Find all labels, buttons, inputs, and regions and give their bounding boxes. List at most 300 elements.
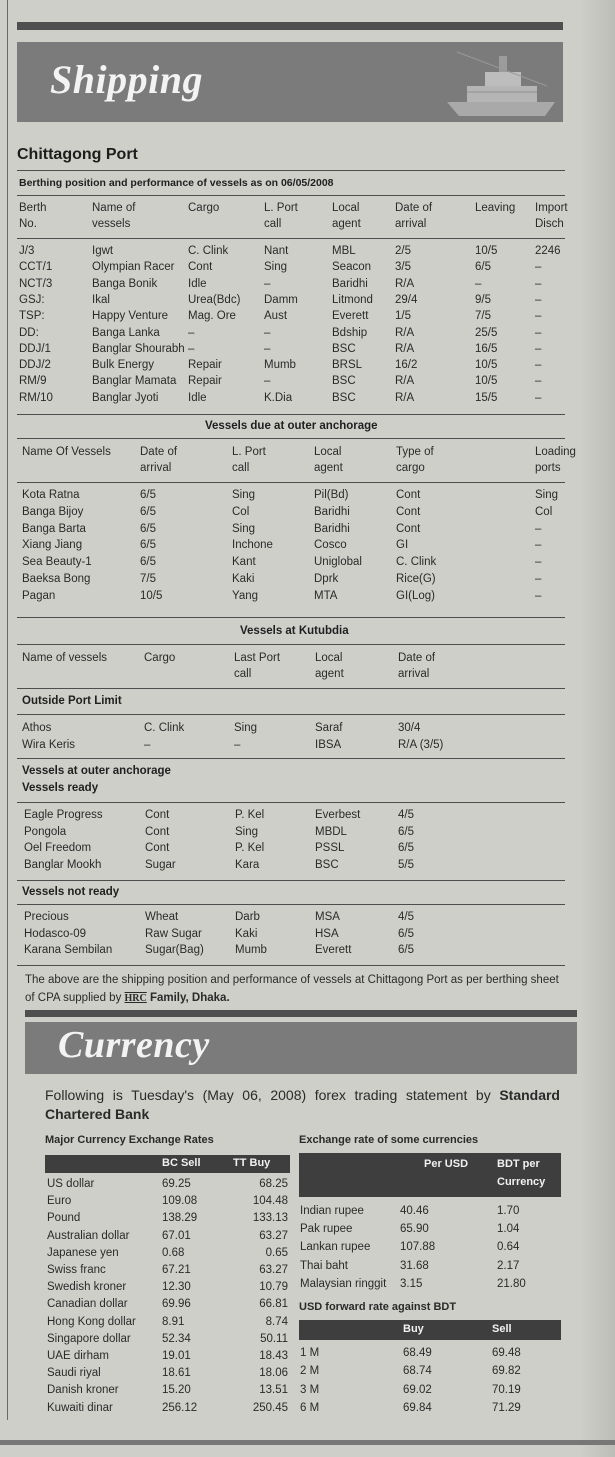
berth-row-cell: DDJ/1 (19, 342, 51, 355)
berth-row-cell: Damm (264, 293, 298, 306)
not-ready-row-cell: Darb (235, 911, 260, 923)
divider (17, 758, 565, 759)
vessels-ready-heading: Vessels ready (22, 782, 99, 794)
major-rate-bcsell: 8.91 (162, 1315, 185, 1328)
berth-row-cell: – (535, 391, 542, 404)
major-rate-ttbuy: 133.13 (252, 1212, 288, 1225)
not-ready-row-cell: Karana Sembilan (24, 944, 113, 956)
major-rate-bcsell: 15.20 (162, 1384, 191, 1397)
forward-rate-sell: 70.19 (492, 1383, 521, 1396)
outside-row-cell: IBSA (315, 738, 342, 751)
divider (17, 414, 565, 415)
column-header: Disch (535, 218, 564, 230)
berth-row-cell: C. Clink (188, 245, 229, 257)
outer-row-cell: Sing (232, 522, 256, 535)
forward-rates-heading: USD forward rate against BDT (299, 1301, 457, 1313)
column-header: arrival (398, 668, 430, 680)
footer-text: The above are the shipping position and performance of vessels at Chittagong Port as per berthing sheet of CPA supplied by (25, 974, 559, 1004)
berth-row-cell: Olympian Racer (92, 261, 175, 274)
berth-row-cell: 16/5 (475, 342, 498, 355)
berth-row-cell: Idle (188, 277, 207, 290)
some-rate-bdtper: 2.17 (497, 1259, 520, 1272)
outer-row-cell: Rice(G) (396, 573, 436, 585)
forward-rate-buy: 69.02 (403, 1383, 432, 1396)
berth-row-cell: Urea(Bdc) (188, 293, 241, 306)
berth-row-cell: – (264, 277, 271, 290)
berth-row-cell: DD: (19, 326, 39, 339)
outside-row-cell: – (234, 738, 241, 751)
currency-banner (25, 1022, 577, 1074)
outer-row-cell: 7/5 (140, 573, 156, 585)
divider (17, 617, 565, 618)
major-rate-ttbuy: 104.48 (252, 1195, 288, 1208)
berth-row-cell: Repair (188, 359, 222, 372)
page-bottom-band (0, 1440, 615, 1445)
berth-row-cell: – (188, 342, 195, 355)
berth-row-cell: Igwt (92, 245, 114, 257)
major-rate-currency: Swiss franc (47, 1264, 106, 1276)
column-header: ports (535, 462, 561, 474)
berth-row-cell: R/A (395, 277, 415, 290)
berth-row-cell: Cont (188, 261, 213, 274)
outer-row-cell: Kant (232, 556, 256, 569)
berth-row-cell: Banglar Shourabh (92, 342, 185, 355)
column-header: Local (332, 202, 360, 214)
major-rate-ttbuy: 63.27 (259, 1229, 288, 1242)
major-rate-currency: Japanese yen (47, 1246, 119, 1259)
outer-row-cell: Cont (396, 522, 421, 535)
ready-row-cell: Pongola (24, 825, 67, 838)
major-rate-ttbuy: 63.27 (259, 1264, 288, 1276)
some-rate-perusd: 3.15 (400, 1277, 423, 1290)
outer-row-cell: 6/5 (140, 489, 156, 501)
column-header: Date of (140, 446, 178, 458)
ready-row-cell: P. Kel (235, 809, 265, 821)
major-rate-ttbuy: 68.25 (259, 1178, 288, 1190)
intro-text: Following is Tuesday's (May 06, 2008) forex trading statement by (45, 1087, 491, 1103)
berth-row-cell: – (264, 326, 271, 339)
shipping-footer-note (25, 971, 565, 1008)
outer-row-cell: Pil(Bd) (314, 489, 349, 501)
outer-row-cell: Banga Bijoy (22, 505, 84, 518)
major-rate-ttbuy: 250.45 (252, 1401, 288, 1414)
currency-intro (45, 1086, 560, 1124)
major-rates-header-bar (45, 1155, 290, 1173)
some-rate-bdtper: 0.64 (497, 1241, 520, 1254)
outer-row-cell: Cosco (314, 539, 347, 552)
berth-row-cell: 16/2 (395, 359, 418, 372)
berth-row-cell: 29/4 (395, 293, 418, 306)
major-rate-bcsell: 256.12 (162, 1401, 198, 1414)
left-column-rule (7, 0, 8, 1420)
not-ready-row-cell: Everett (315, 944, 352, 956)
berth-row-cell: 9/5 (475, 293, 491, 306)
berth-row-cell: – (535, 342, 542, 355)
berth-row-cell: Baridhi (332, 277, 368, 290)
berth-row-cell: – (535, 293, 542, 306)
ready-row-cell: Sing (235, 825, 259, 838)
outer-row-cell: Cont (396, 489, 421, 501)
divider (17, 170, 565, 171)
column-header: Leaving (475, 202, 516, 214)
berth-row-cell: – (535, 277, 542, 290)
outside-row-cell: Saraf (315, 722, 343, 734)
column-header: call (264, 218, 282, 230)
currency-banner-title: Currency (58, 1024, 210, 1066)
major-rate-bcsell: 19.01 (162, 1350, 191, 1362)
major-rate-ttbuy: 18.06 (259, 1367, 288, 1380)
some-rate-currency: Thai baht (300, 1259, 348, 1272)
not-ready-row-cell: 6/5 (398, 927, 414, 940)
outside-row-cell: Athos (22, 722, 52, 734)
berth-row-cell: 2/5 (395, 245, 411, 257)
column-header: Name of (92, 202, 136, 214)
berth-row-cell: Mag. Ore (188, 310, 236, 323)
some-rate-perusd: 40.46 (400, 1205, 429, 1217)
column-header: Name Of Vessels (22, 446, 111, 458)
forward-rate-sell: 69.82 (492, 1365, 521, 1378)
divider (17, 688, 565, 689)
berth-row-cell: R/A (395, 375, 415, 388)
berth-row-cell: 2246 (535, 245, 561, 257)
divider (17, 195, 565, 196)
outer-row-cell: Baridhi (314, 522, 350, 535)
major-rate-currency: Pound (47, 1212, 81, 1225)
column-header: arrival (395, 218, 427, 230)
berth-row-cell: R/A (395, 342, 415, 355)
berth-row-cell: Repair (188, 375, 222, 388)
major-rate-currency: UAE dirham (47, 1350, 109, 1362)
footer-end: Family, Dhaka. (149, 992, 230, 1004)
major-rate-currency: Swedish kroner (47, 1281, 127, 1294)
forward-rate-sell: 69.48 (492, 1347, 521, 1359)
not-ready-row-cell: Kaki (235, 927, 258, 940)
berth-row-cell: Bulk Energy (92, 359, 155, 372)
column-header: L. Port (264, 202, 298, 214)
divider (17, 482, 565, 483)
berth-row-cell: K.Dia (264, 391, 293, 404)
outside-row-cell: Sing (234, 722, 258, 734)
outer-row-cell: Sing (535, 489, 559, 501)
ready-row-cell: Banglar Mookh (24, 858, 102, 871)
shipping-top-band (17, 22, 563, 30)
berth-row-cell: 10/5 (475, 245, 498, 257)
berth-row-cell: BSC (332, 375, 356, 388)
outer-row-cell: 6/5 (140, 505, 156, 518)
column-header: call (232, 462, 250, 474)
major-rate-currency: Singapore dollar (47, 1332, 131, 1345)
berth-row-cell: – (535, 326, 542, 339)
column-header: Date of (398, 652, 436, 664)
berth-row-cell: RM/9 (19, 375, 47, 388)
ready-row-cell: 6/5 (398, 842, 414, 854)
not-ready-row-cell: HSA (315, 927, 339, 940)
shipping-banner (17, 42, 563, 122)
some-rate-currency: Malaysian ringgit (300, 1277, 387, 1290)
berth-row-cell: – (475, 277, 482, 290)
berth-row-cell: – (535, 375, 542, 388)
berth-row-cell: DDJ/2 (19, 359, 51, 372)
column-header: agent (314, 462, 343, 474)
berth-row-cell: 25/5 (475, 326, 498, 339)
some-rate-bdtper: 1.04 (497, 1223, 520, 1236)
ready-row-cell: Cont (145, 809, 170, 821)
berth-row-cell: CCT/1 (19, 261, 53, 274)
major-rate-bcsell: 0.68 (162, 1246, 185, 1259)
not-ready-row-cell: Hodasco-09 (24, 927, 87, 940)
divider (17, 802, 565, 803)
outside-row-cell: R/A (3/5) (398, 738, 444, 751)
berth-row-cell: TSP: (19, 310, 45, 323)
shipping-banner-title: Shipping (50, 57, 203, 102)
some-rate-perusd: 31.68 (400, 1259, 429, 1272)
major-rate-ttbuy: 8.74 (265, 1315, 288, 1328)
major-rate-currency: Kuwaiti dinar (47, 1401, 113, 1414)
major-rate-ttbuy: 0.65 (265, 1246, 288, 1259)
berth-row-cell: Banga Bonik (92, 277, 158, 290)
major-rates-heading: Major Currency Exchange Rates (45, 1134, 214, 1146)
major-rate-bcsell: 69.25 (162, 1178, 191, 1190)
outside-row-cell: Wira Keris (22, 738, 76, 751)
ready-row-cell: 6/5 (398, 825, 414, 838)
some-rates-heading: Exchange rate of some currencies (299, 1134, 479, 1146)
column-header: agent (332, 218, 361, 230)
outer-row-cell: 10/5 (140, 589, 163, 602)
berth-row-cell: 15/5 (475, 391, 498, 404)
ship-icon (437, 42, 563, 122)
some-col-perusd: Per USD (424, 1158, 469, 1170)
major-rate-currency: Danish kroner (47, 1384, 119, 1397)
intro-bank: Standard Chartered Bank (45, 1087, 560, 1122)
some-rate-perusd: 107.88 (400, 1241, 436, 1254)
berth-row-cell: J/3 (19, 245, 35, 257)
ready-row-cell: Oel Freedom (24, 842, 92, 854)
some-rate-currency: Indian rupee (300, 1205, 364, 1217)
berth-row-cell: NCT/3 (19, 277, 53, 290)
outer-row-cell: 6/5 (140, 556, 156, 569)
column-header: Cargo (188, 202, 220, 214)
outside-row-cell: 30/4 (398, 722, 421, 734)
major-rate-currency: Australian dollar (47, 1229, 130, 1242)
column-header: Cargo (144, 652, 176, 664)
not-ready-row-cell: 4/5 (398, 911, 414, 923)
major-rate-currency: Saudi riyal (47, 1367, 101, 1380)
berth-row-cell: Happy Venture (92, 310, 169, 323)
forward-rate-term: 6 M (300, 1402, 320, 1415)
not-ready-row-cell: Wheat (145, 911, 179, 923)
outside-row-cell: – (144, 738, 151, 751)
berth-row-cell: Banglar Jyoti (92, 391, 159, 404)
berth-row-cell: Banga Lanka (92, 326, 160, 339)
forward-col-buy: Buy (403, 1323, 424, 1335)
not-ready-row-cell: Sugar(Bag) (145, 944, 204, 956)
not-ready-row-cell: 6/5 (398, 944, 414, 956)
outer-row-cell: – (535, 556, 542, 569)
column-header: arrival (140, 462, 172, 474)
column-header: Local (315, 652, 343, 664)
some-rate-currency: Lankan rupee (300, 1241, 371, 1254)
berth-row-cell: Everett (332, 310, 369, 323)
berth-row-cell: Ikal (92, 293, 110, 306)
port-title: Chittagong Port (17, 146, 138, 163)
berth-row-cell: Seacon (332, 261, 372, 274)
major-rate-currency: Hong Kong dollar (47, 1315, 136, 1328)
major-rate-ttbuy: 10.79 (259, 1281, 288, 1294)
major-rate-currency: Canadian dollar (47, 1298, 128, 1311)
berth-row-cell: Litmond (332, 293, 373, 306)
berth-row-cell: Aust (264, 310, 288, 323)
column-header: No. (19, 218, 37, 230)
major-rate-bcsell: 67.01 (162, 1229, 191, 1242)
not-ready-row-cell: Precious (24, 911, 69, 923)
column-header: call (234, 668, 252, 680)
outer-row-cell: Xiang Jiang (22, 539, 83, 552)
ready-row-cell: Cont (145, 842, 170, 854)
outer-row-cell: – (535, 573, 542, 585)
outer-row-cell: Kaki (232, 573, 255, 585)
forward-rate-buy: 68.49 (403, 1347, 432, 1359)
outer-row-cell: 6/5 (140, 522, 156, 535)
major-col-ttbuy: TT Buy (233, 1157, 271, 1169)
column-header: Type of (396, 446, 434, 458)
column-header: L. Port (232, 446, 266, 458)
berth-row-cell: Nant (264, 245, 289, 257)
berth-row-cell: – (264, 375, 271, 388)
major-rate-currency: Euro (47, 1195, 72, 1208)
page-edge-shadow (579, 0, 615, 1457)
outer-row-cell: Inchone (232, 539, 273, 552)
berth-row-cell: GSJ: (19, 293, 45, 306)
major-rate-bcsell: 12.30 (162, 1281, 191, 1294)
some-rate-perusd: 65.90 (400, 1223, 429, 1236)
outer-row-cell: – (535, 522, 542, 535)
berth-row-cell: Banglar Mamata (92, 375, 177, 388)
forward-rate-buy: 69.84 (403, 1402, 432, 1415)
column-header: Loading (535, 446, 576, 458)
ready-row-cell: Sugar (145, 858, 176, 871)
major-rate-ttbuy: 66.81 (259, 1298, 288, 1311)
divider (17, 714, 565, 715)
ready-row-cell: 5/5 (398, 858, 414, 871)
ready-row-cell: Eagle Progress (24, 809, 103, 821)
outer-row-cell: – (535, 539, 542, 552)
major-rate-ttbuy: 18.43 (259, 1350, 288, 1362)
divider (17, 880, 565, 881)
kutubdia-heading: Vessels at Kutubdia (240, 625, 349, 637)
ready-row-cell: Kara (235, 858, 260, 871)
divider (17, 644, 565, 645)
forward-col-sell: Sell (492, 1323, 512, 1335)
forward-rate-term: 3 M (300, 1383, 320, 1396)
major-rate-bcsell: 138.29 (162, 1212, 198, 1225)
column-header: Date of (395, 202, 433, 214)
divider (17, 438, 565, 439)
not-ready-row-cell: MSA (315, 911, 340, 923)
outer-row-cell: Kota Ratna (22, 489, 80, 501)
outer-row-cell: – (535, 589, 542, 602)
hrc-logo: HRC (124, 993, 147, 1004)
berth-row-cell: BSC (332, 391, 356, 404)
column-header: Last Port (234, 652, 281, 664)
berth-row-cell: 1/5 (395, 310, 411, 323)
not-ready-row-cell: Mumb (235, 944, 267, 956)
major-rate-ttbuy: 50.11 (260, 1332, 288, 1345)
outer-row-cell: Dprk (314, 573, 339, 585)
column-header: Local (314, 446, 342, 458)
outside-port-limit-heading: Outside Port Limit (22, 695, 122, 707)
divider (17, 965, 565, 966)
berth-row-cell: 10/5 (475, 359, 498, 372)
berth-row-cell: – (535, 359, 542, 372)
some-col-currency: Currency (497, 1176, 546, 1188)
berth-row-cell: RM/10 (19, 391, 53, 404)
outer-row-cell: Cont (396, 505, 421, 518)
outer-row-cell: Banga Barta (22, 522, 86, 535)
vessels-not-ready-heading: Vessels not ready (22, 886, 120, 898)
outer-row-cell: Baridhi (314, 505, 350, 518)
berthing-heading: Berthing position and performance of vessels as on 06/05/2008 (19, 177, 334, 189)
outer-row-cell: 6/5 (140, 539, 156, 552)
berth-row-cell: – (535, 261, 542, 274)
outer-row-cell: Col (232, 505, 250, 518)
berth-row-cell: Idle (188, 391, 207, 404)
outer-anchorage-heading: Vessels at outer anchorage (22, 765, 171, 777)
major-col-bcsell: BC Sell (162, 1157, 201, 1169)
major-rate-bcsell: 52.34 (162, 1332, 191, 1345)
berth-row-cell: BSC (332, 342, 356, 355)
some-rates-header-bar (299, 1153, 561, 1197)
column-header: cargo (396, 462, 425, 474)
outer-row-cell: Pagan (22, 589, 56, 602)
berth-row-cell: R/A (395, 391, 415, 404)
berth-row-cell: Mumb (264, 359, 296, 372)
forward-rates-header-bar (299, 1320, 561, 1340)
ready-row-cell: BSC (315, 858, 339, 871)
divider (17, 238, 565, 239)
major-rate-ttbuy: 13.51 (259, 1384, 288, 1397)
major-rate-bcsell: 69.96 (162, 1298, 191, 1311)
ready-row-cell: MBDL (315, 825, 347, 838)
berth-row-cell: – (264, 342, 271, 355)
ready-row-cell: P. Kel (235, 842, 265, 854)
major-rate-bcsell: 67.21 (162, 1264, 191, 1276)
ready-row-cell: Cont (145, 825, 170, 838)
berth-row-cell: Bdship (332, 326, 368, 339)
berth-row-cell: 3/5 (395, 261, 411, 274)
ready-row-cell: PSSL (315, 842, 345, 854)
forward-rate-term: 2 M (300, 1365, 320, 1378)
column-header: Import (535, 202, 568, 214)
outer-row-cell: Baeksa Bong (22, 573, 91, 585)
berth-row-cell: MBL (332, 245, 356, 257)
outer-row-cell: MTA (314, 589, 338, 602)
berth-row-cell: – (188, 326, 195, 339)
berth-row-cell: R/A (395, 326, 415, 339)
currency-top-band (25, 1010, 577, 1017)
outside-row-cell: C. Clink (144, 722, 185, 734)
outer-row-cell: GI(Log) (396, 589, 435, 602)
outer-row-cell: Sing (232, 489, 256, 501)
divider (17, 904, 565, 905)
forward-rate-sell: 71.29 (492, 1402, 521, 1415)
ready-row-cell: Everbest (315, 809, 361, 821)
some-rate-currency: Pak rupee (300, 1223, 353, 1236)
forward-rate-buy: 68.74 (403, 1365, 432, 1378)
outer-row-cell: Yang (232, 589, 259, 602)
forward-rate-term: 1 M (300, 1347, 320, 1359)
berth-row-cell: 7/5 (475, 310, 491, 323)
some-rate-bdtper: 1.70 (497, 1205, 520, 1217)
